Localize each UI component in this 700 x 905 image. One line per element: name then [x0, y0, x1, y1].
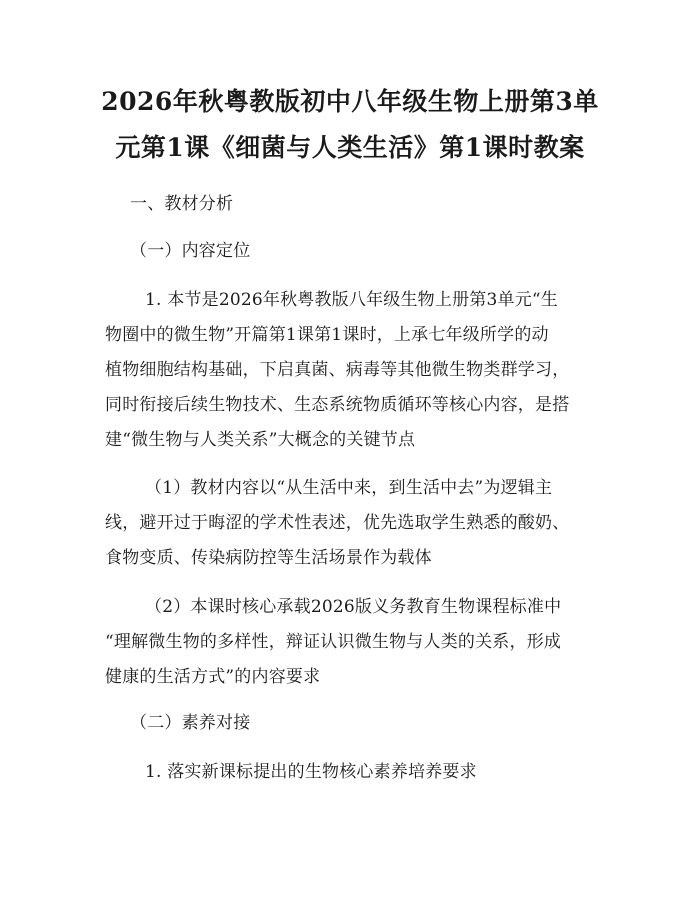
- subsection-heading-literacy-alignment: （二）素养对接: [130, 713, 251, 733]
- section-heading-textbook-analysis: 一、教材分析: [130, 194, 234, 214]
- paragraph-2-line-1: （1）教材内容以“从生活中来，到生活中去”为逻辑主: [145, 478, 553, 498]
- paragraph-1-line-2: 物圈中的微生物”开篇第1课第1课时，上承七年级所学的动: [105, 325, 549, 345]
- subsection-heading-content-positioning: （一）内容定位: [130, 241, 251, 261]
- paragraph-1-line-4: 同时衔接后续生物技术、生态系统物质循环等核心内容，是搭: [105, 395, 570, 415]
- paragraph-1-line-3: 植物细胞结构基础，下启真菌、病毒等其他微生物类群学习，: [105, 360, 570, 380]
- paragraph-1-line-1: 1. 本节是2026年秋粤教版八年级生物上册第3单元“生: [145, 290, 558, 310]
- paragraph-4-line-1: 1. 落实新课标提出的生物核心素养培养要求: [145, 762, 477, 782]
- paragraph-2-line-3: 食物变质、传染病防控等生活场景作为载体: [105, 548, 432, 568]
- paragraph-3-line-3: 健康的生活方式”的内容要求: [105, 667, 321, 687]
- paragraph-3-line-1: （2）本课时核心承载2026版义务教育生物课程标准中: [145, 597, 562, 617]
- paragraph-3-line-2: “理解微生物的多样性，辩证认识微生物与人类的关系，形成: [105, 632, 562, 652]
- document-title-line-2: 元第1课《细菌与人类生活》第1课时教案: [115, 133, 585, 162]
- document-title-line-1: 2026年秋粤教版初中八年级生物上册第3单: [101, 87, 599, 116]
- paragraph-2-line-2: 线，避开过于晦涩的学术性表述，优先选取学生熟悉的酸奶、: [105, 513, 570, 533]
- paragraph-1-line-5: 建“微生物与人类关系”大概念的关键节点: [105, 430, 416, 450]
